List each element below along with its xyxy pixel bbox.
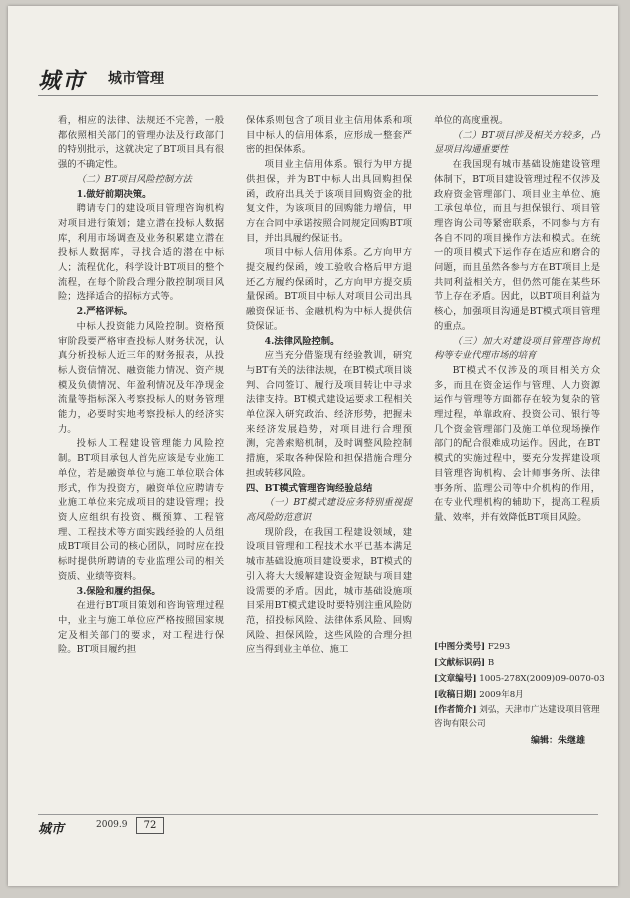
paragraph: 在我国现有城市基础设施建设管理体制下，BT项目建设管理过程不仅涉及政府资金管理部门、项目业主单位、施工承包单位，而且与担保银行、项目管理咨询公司等紧密联系，不同参与方有各自不同的项目操作方法和模式。在统一的项目模式下运作存在适应和磨合的问题，而且虽然各参与方在BT项目上是共同利益相关方，但仍然可能在某些环节上存在矛盾。因此，以BT项目利益为核心，加强项目沟通是BT模式项目管理的重点。 [434,159,600,332]
subheading: 3.保险和履约担保。 [76,585,161,597]
section-title: 城市管理 [108,71,164,87]
paragraph: 应当充分借鉴现有经验教训，研究与BT有关的法律法规，在BT模式项目谈判、合同签订、履行及项目转让中寻求法律支持。BT模式建设运要求工程相关单位深入研究政治、经济形势，把握未来经济发展趋势，对项目进行合理预测，完善索赔机制，及时调整风险控制措施，采取各种保险和担保措施合理分担或转移风险。 [246,350,412,479]
magazine-logo: 城市 [38,68,87,94]
page-number: 72 [136,817,164,834]
paragraph: 在进行BT项目策划和咨询管理过程中，业主与施工单位应严格按照国家规定及相关部门的要求，对工程进行保险。BT项目履约担 [58,600,224,656]
paragraph: 项目中标人信用体系。乙方向甲方提交履约保函，竣工验收合格后甲方退还乙方履约保函时，乙方向甲方提交质量保函。BT项目中标人对项目公司出具融资保证书、金融机构为中标人提供信贷保证。 [246,247,412,332]
paragraph: 投标人工程建设管理能力风险控制。BT项目承包人首先应该是专业施工单位，若是融资单位与施工单位联合体形式，作为投资方，融资单位应聘请专业施工单位来完成项目的建设管理；投资人应组织有投资、概预算、工程管理、工程技术等方面实践经验的人员组成BT项目公司的核心团队，同时应在投标时提供所聘请的专业监理公司的相关资质、业绩等资料。 [58,438,224,582]
subheading: 2.严格评标。 [76,306,133,318]
issue-number: 2009.9 [96,820,128,830]
meta-document-code: [文献标识码] B [434,658,495,668]
text-column-1 [58,114,224,658]
paragraph: BT模式不仅涉及的项目相关方众多，而且在资金运作与管理、人力资源运作与管理等方面都存在较为复杂的管理过程，单靠政府、投资公司、银行等几个资金管理部门及施工单位现场操作部门的配合很难成功运作。因此，在BT模式的实施过程中，要充分发挥建设项目管理咨询机构、会计师事务所、法律事务所、监理公司等中介机构的作用，在专业代理机构的辅助下，提高工程质量、效率，并有效降低BT项目风险。 [434,364,600,523]
page-footer [38,814,598,837]
article-metadata [434,639,604,731]
subheading: （二）BT项目涉及相关方较多，凸显项目沟通重要性 [434,129,600,156]
meta-author: [作者简介] 刘弘，天津市广达建设项目管理咨询有限公司 [434,705,600,729]
paragraph: 聘请专门的建设项目管理咨询机构对项目进行策划；建立潜在投标人数据库，利用市场调查及业务积累建立潜在投标人数据库，寻找合适的潜在中标人；流程优化，科学设计BT项目的整个流程，在每个阶段合理分散控制项目风险；选择适合的招标方式等。 [58,203,224,303]
subheading: （一）BT模式建设应务特别重视提高风险防范意识 [246,497,412,523]
paragraph: 看，相应的法律、法规还不完善，一般都依照相关部门的管理办法及行政部门的特别批示，这就决定了BT项目具有很强的不确定性。 [58,115,224,171]
paragraph: 保体系则包含了项目业主信用体系和项目中标人的信用体系，应形成一整套严密的担保体系。 [246,115,412,156]
text-column-3 [434,114,600,526]
text-column-2 [246,114,412,658]
page-header [38,64,598,94]
paragraph: 单位的高度重视。 [434,115,509,126]
paragraph: 中标人投资能力风险控制。资格预审阶段要严格审查投标人财务状况，认真分析投标人近三年的财务报表，从投标人资信情况、融资能力情况、资产规模及负债情况、年盈利情况及年净现金流量等指标深入考察投标人的财务管理能力，必要时实地考察投标人的经济实力。 [58,320,224,435]
subheading: （三）加大对建设项目管理咨询机构等专业代理市场的培育 [434,335,600,362]
meta-received-date: [收稿日期] 2009年8月 [434,690,524,700]
subheading: 1.做好前期决策。 [76,188,152,200]
paragraph: 现阶段，在我国工程建设领域，建设项目管理和工程技术水平已基本满足城市基础设施项目建设要求，BT模式的引入将大大缓解建设资金短缺与项目建设需要的矛盾。因此，城市基础设施项目采用BT模式建设时要特别注重风险防范，招投标风险、法律体系风险、回购风险、担保风险，这些风险的合理分担应当得到业主单位、施工 [246,526,412,656]
section-heading: 四、BT模式管理咨询经验总结 [246,482,373,494]
meta-article-number: [文章编号] 1005-278X(2009)09-0070-03 [434,674,605,684]
paragraph: 项目业主信用体系。银行为甲方提供担保，并为BT中标人出具回购担保函，政府出具关于该项目回购资金的批复文件，为该项目的回购能力增信，甲方在合同中承诺按照合同规定回购BT项目，并出具履约保证书。 [246,159,412,244]
footer-logo: 城市 [38,822,65,837]
magazine-page [8,6,618,886]
subheading: （二）BT项目风险控制方法 [76,173,192,185]
meta-classification: [中图分类号] F293 [434,642,511,652]
subheading: 4.法律风险控制。 [264,335,340,347]
header-divider [38,95,598,96]
footer-divider [38,814,598,815]
editor-credit: 编辑：朱继雄 [531,736,586,746]
